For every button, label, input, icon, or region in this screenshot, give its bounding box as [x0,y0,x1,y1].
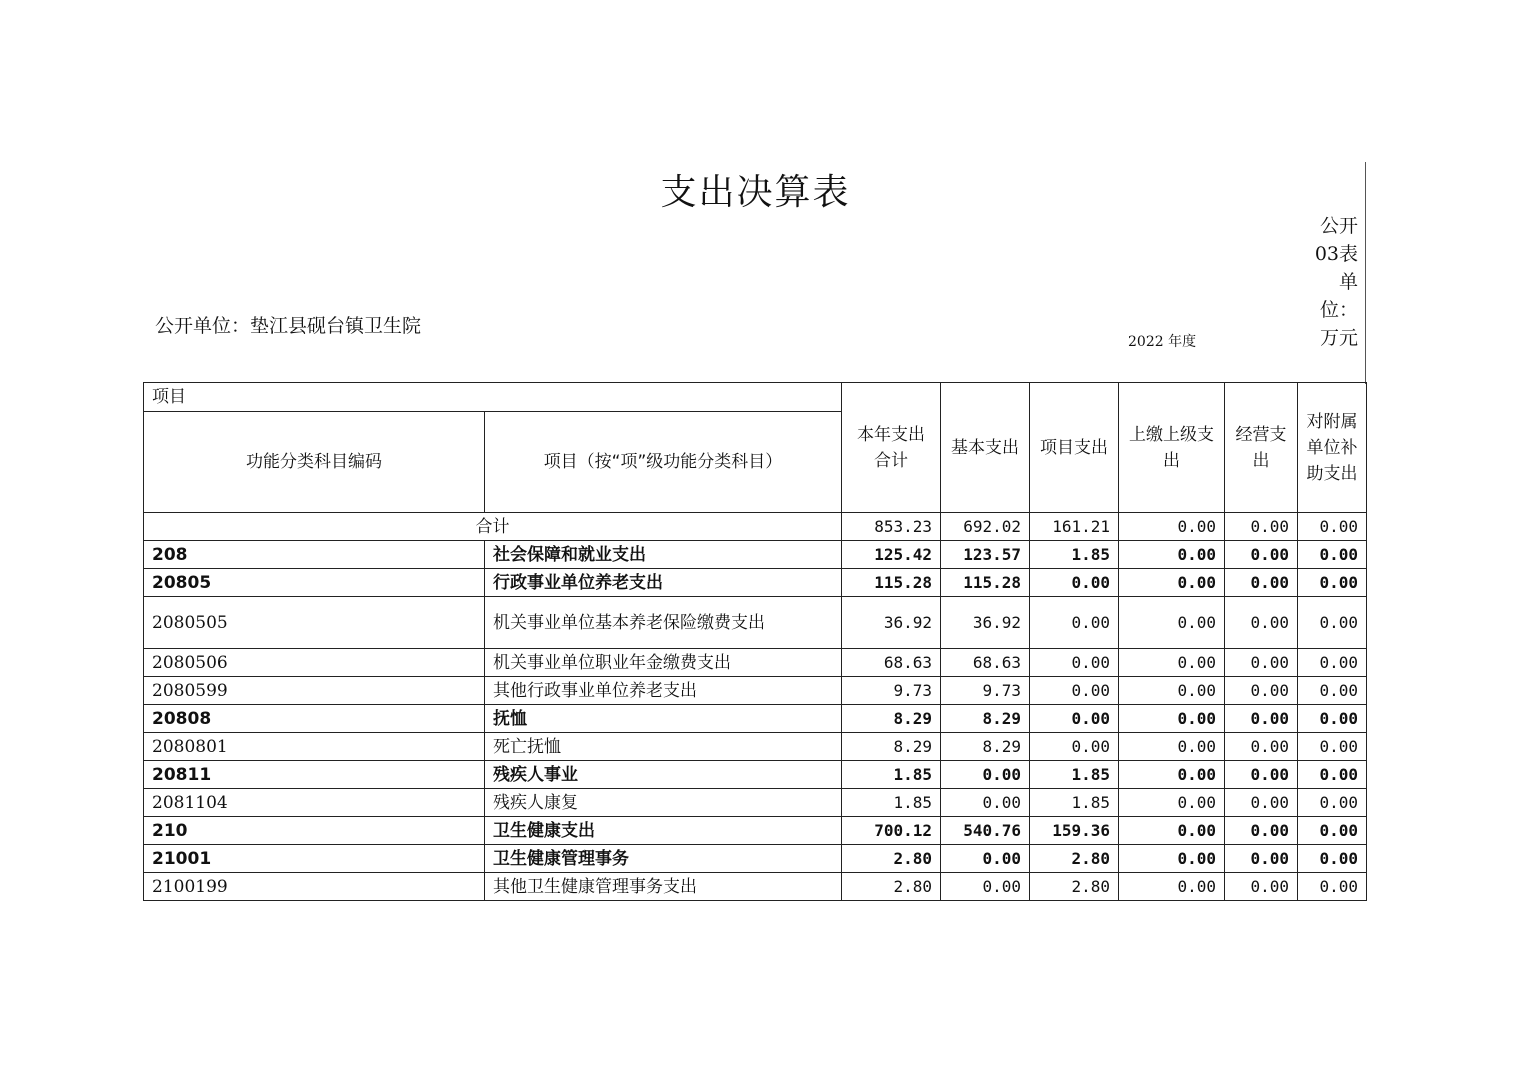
row-value: 0.00 [1225,541,1298,569]
table-row [144,873,1367,901]
table-row [144,761,1367,789]
header-business: 经营支出 [1225,383,1298,513]
row-value: 0.00 [1298,733,1367,761]
total-cell: 0.00 [1298,513,1367,541]
row-value: 0.00 [1119,597,1225,649]
row-value: 8.29 [842,733,941,761]
total-label: 合计 [144,513,842,541]
row-value: 0.00 [1119,789,1225,817]
row-value: 0.00 [1298,817,1367,845]
row-value: 0.00 [1119,733,1225,761]
row-name: 卫生健康支出 [485,817,842,845]
row-name: 抚恤 [485,705,842,733]
row-value: 0.00 [1225,873,1298,901]
table-row [144,733,1367,761]
row-value: 0.00 [1225,761,1298,789]
row-value: 8.29 [941,733,1030,761]
row-value: 68.63 [842,649,941,677]
table-row [144,677,1367,705]
row-value: 115.28 [842,569,941,597]
row-value: 0.00 [941,873,1030,901]
row-value: 0.00 [1225,649,1298,677]
table-row [144,789,1367,817]
table-row [144,705,1367,733]
header-divider [1365,162,1366,384]
total-row [144,513,1367,541]
header-upper: 上缴上级支出 [1119,383,1225,513]
row-value: 159.36 [1030,817,1119,845]
row-value: 0.00 [1298,649,1367,677]
row-value: 0.00 [1030,649,1119,677]
row-value: 1.85 [842,761,941,789]
total-cell: 0.00 [1225,513,1298,541]
row-value: 0.00 [941,789,1030,817]
row-value: 0.00 [1298,873,1367,901]
row-name: 死亡抚恤 [485,733,842,761]
unit-label: 单位：万元 [1319,271,1358,349]
row-value: 36.92 [941,597,1030,649]
row-value: 2.80 [1030,873,1119,901]
row-value: 0.00 [1298,569,1367,597]
row-name: 机关事业单位职业年金缴费支出 [485,649,842,677]
row-code: 20811 [144,761,485,789]
row-name: 其他行政事业单位养老支出 [485,677,842,705]
row-value: 0.00 [1225,733,1298,761]
row-code: 208 [144,541,485,569]
row-value: 1.85 [1030,761,1119,789]
row-name: 社会保障和就业支出 [485,541,842,569]
table-row [144,817,1367,845]
row-value: 0.00 [1298,789,1367,817]
row-value: 0.00 [1119,541,1225,569]
row-code: 20805 [144,569,485,597]
row-code: 2080599 [144,677,485,705]
row-value: 0.00 [1119,761,1225,789]
row-value: 540.76 [941,817,1030,845]
row-name: 机关事业单位基本养老保险缴费支出 [485,597,842,649]
table-code-unit [1306,212,1358,352]
row-name: 残疾人康复 [485,789,842,817]
row-value: 9.73 [941,677,1030,705]
row-name: 行政事业单位养老支出 [485,569,842,597]
row-value: 1.85 [1030,789,1119,817]
header-code: 功能分类科目编码 [144,412,485,513]
table-row [144,541,1367,569]
row-value: 0.00 [1119,649,1225,677]
row-value: 0.00 [1119,569,1225,597]
row-code: 2080801 [144,733,485,761]
row-value: 2.80 [842,845,941,873]
header-name: 项目（按“项”级功能分类科目） [485,412,842,513]
row-value: 700.12 [842,817,941,845]
row-value: 0.00 [1225,677,1298,705]
header-total: 本年支出合计 [842,383,941,513]
row-value: 0.00 [1225,597,1298,649]
row-value: 0.00 [941,761,1030,789]
row-value: 0.00 [1030,705,1119,733]
row-value: 125.42 [842,541,941,569]
row-value: 1.85 [842,789,941,817]
row-code: 210 [144,817,485,845]
row-value: 0.00 [1298,597,1367,649]
row-value: 2.80 [1030,845,1119,873]
total-cell: 0.00 [1119,513,1225,541]
row-value: 123.57 [941,541,1030,569]
total-cell: 161.21 [1030,513,1119,541]
row-code: 2080505 [144,597,485,649]
row-code: 21001 [144,845,485,873]
row-value: 0.00 [1225,789,1298,817]
row-value: 0.00 [1030,733,1119,761]
row-value: 0.00 [1119,705,1225,733]
row-name: 残疾人事业 [485,761,842,789]
header-basic: 基本支出 [941,383,1030,513]
row-value: 0.00 [1298,845,1367,873]
row-value: 0.00 [1119,817,1225,845]
row-code: 20808 [144,705,485,733]
row-code: 2081104 [144,789,485,817]
header-subsidy: 对附属单位补助支出 [1298,383,1367,513]
header-project: 项目 [144,383,842,412]
total-cell: 692.02 [941,513,1030,541]
table-row [144,569,1367,597]
expenditure-table [143,382,1367,901]
row-value: 0.00 [1225,569,1298,597]
row-value: 0.00 [1030,569,1119,597]
total-cell: 853.23 [842,513,941,541]
row-code: 2100199 [144,873,485,901]
row-code: 2080506 [144,649,485,677]
row-value: 0.00 [1298,705,1367,733]
table-row [144,597,1367,649]
row-value: 8.29 [941,705,1030,733]
row-value: 0.00 [1119,845,1225,873]
row-value: 0.00 [941,845,1030,873]
table-code: 公开03表 [1314,215,1358,265]
row-value: 0.00 [1298,761,1367,789]
table-row [144,845,1367,873]
row-value: 0.00 [1298,541,1367,569]
row-name: 卫生健康管理事务 [485,845,842,873]
row-value: 1.85 [1030,541,1119,569]
row-value: 9.73 [842,677,941,705]
page-title: 支出决算表 [660,172,851,213]
row-value: 0.00 [1225,705,1298,733]
table-row [144,649,1367,677]
row-value: 8.29 [842,705,941,733]
row-value: 68.63 [941,649,1030,677]
row-value: 0.00 [1030,597,1119,649]
row-value: 115.28 [941,569,1030,597]
fiscal-year: 2022 年度 [1128,334,1197,350]
row-value: 36.92 [842,597,941,649]
row-value: 0.00 [1225,845,1298,873]
row-value: 0.00 [1298,677,1367,705]
row-name: 其他卫生健康管理事务支出 [485,873,842,901]
org-name: 公开单位：垫江县砚台镇卫生院 [155,315,422,337]
row-value: 0.00 [1119,873,1225,901]
header-project-exp: 项目支出 [1030,383,1119,513]
row-value: 2.80 [842,873,941,901]
row-value: 0.00 [1119,677,1225,705]
row-value: 0.00 [1030,677,1119,705]
row-value: 0.00 [1225,817,1298,845]
